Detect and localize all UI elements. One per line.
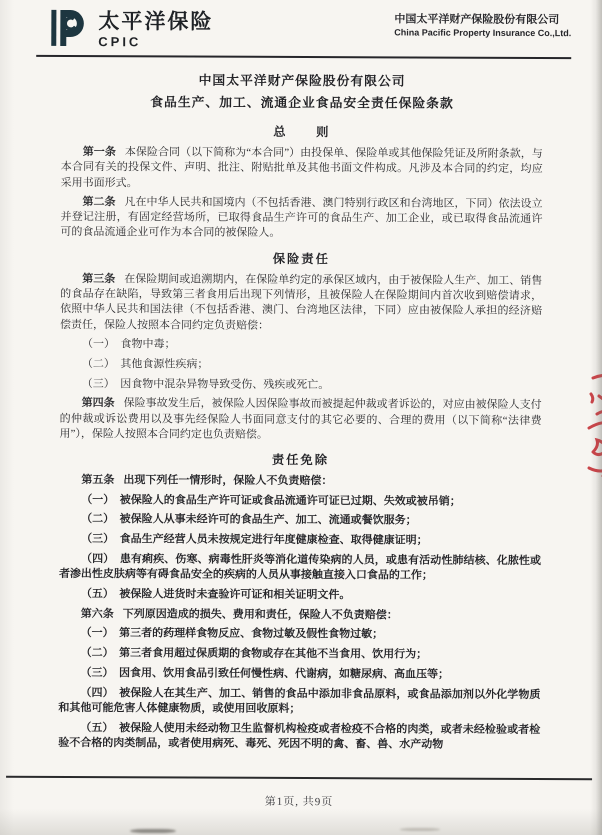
clause-5-item-3: （三） 食品生产经营人员未按规定进行年度健康检查、取得健康证明； [81, 533, 428, 547]
scan-edge-shadow [596, 0, 602, 835]
document-body [58, 61, 543, 758]
company-name-cn: 中国太平洋财产保险股份有限公司 [394, 13, 560, 27]
clause-6 [59, 607, 541, 624]
clause-3-text: 在保险期间或追溯期内，在保险单约定的承保区域内，由于被保险人生产、加工、销售的食品存在缺陷，导致第三者食用后出现下列情形，且被保险人在保险期间内首次收到赔偿请求，依照中华人民共和国法律（不包括香港、澳门、台湾地区法律，下同）应由被保险人承担的经济赔偿责任，保险人按照本合同约定负责赔偿： [60, 273, 543, 332]
brand-name-cn: 太平洋保险 [98, 10, 214, 34]
section-heading-exclusions: 责任免除 [271, 453, 330, 468]
company-name-en: China Pacific Property Insurance Co.,Ltd. [394, 27, 572, 39]
clause-5-text: 出现下列任一情形时，保险人不负责赔偿： [123, 474, 333, 488]
clause-6-item-3: （三） 因食用、饮用食品引致任何慢性病、代谢病，如糖尿病、高血压等； [80, 666, 450, 681]
clause-2 [60, 195, 542, 243]
clause-5-label: 第五条 [81, 474, 115, 487]
scan-smudge [400, 828, 440, 831]
clause-3-item-3: （三） 因食物中混杂异物导致受伤、残疾或死亡。 [81, 377, 330, 391]
page-number: 第1页, 共9页 [264, 795, 334, 809]
section-heading-liability: 保险责任 [272, 251, 330, 266]
clause-5-item-2: （二） 被保险人从事未经许可的食品生产、加工、流通或餐饮服务； [81, 513, 417, 527]
clause-1-text: 本保险合同（以下简称为“本合同”）由投保单、保险单或其他保险凭证及所附条款，与本合同有关的投保文件、声明、批注、附贴批单及其他书面文件构成。凡涉及本合同的约定，均应采用书面形式。 [60, 146, 543, 189]
clause-6-item-5: （五） 被保险人使用未经动物卫生监督机构检疫或者检疫不合格的肉类，或者未经检验或者检验不合格的肉类制品，或者使用病死、毒死、死因不明的禽、畜、兽、水产动物 [58, 721, 541, 751]
letterhead [36, 7, 571, 55]
cpic-logo-mark-icon [49, 7, 91, 49]
cpic-logo [49, 7, 213, 50]
clause-6-label: 第六条 [80, 607, 114, 621]
clause-6-text: 下列原因造成的损失、费用和责任，保险人不负责赔偿： [122, 608, 398, 622]
scan-smudge [130, 829, 176, 833]
clause-1-label: 第一条 [82, 146, 116, 159]
clause-5-item-4: （四） 患有痢疾、伤寒、病毒性肝炎等消化道传染病的人员，或患有活动性肺结核、化脓性或者渗出性皮肤病等有碍食品安全的疾病的人员从事接触直接入口食品的工作； [58, 552, 542, 582]
clause-5 [59, 473, 541, 490]
clause-3-item-2: （二） 其他食源性疾病； [81, 357, 209, 371]
clause-4-text: 保险事故发生后，被保险人因保险事故而被提起仲裁或者诉讼的，对应由被保险人支付的仲裁或诉讼费用以及事先经保险人书面同意支付的其它必要的、合理的费用（以下简称“法律费用”），保险人按照本合同约定也负责赔偿。 [59, 397, 542, 441]
company-name-block [394, 12, 571, 39]
clause-4 [60, 396, 542, 444]
clause-6-item-1: （一） 第三者的药理样食物反应、食物过敏及假性食物过敏； [80, 627, 384, 641]
clause-4-label: 第四条 [81, 397, 115, 410]
clause-2-text: 凡在中华人民共和国境内（不包括香港、澳门特别行政区和台湾地区，下同）依法设立并登记注册，有固定经营场所，已取得食品生产许可的食品生产、加工企业，或已取得食品流通许可的食品流通企业可作为本合同的被保险人。 [60, 196, 543, 240]
clause-6-item-4: （四） 被保险人在其生产、加工、销售的食品中添加非食品原料，或食品添加剂以外化学物质和其他可能危害人体健康物质，或使用回收原料； [58, 686, 541, 715]
clause-3-item-1: （一） 食物中毒； [81, 338, 176, 351]
clause-6-item-2: （二） 第三者食用超过保质期的食物或存在其他不当食用、饮用行为； [80, 646, 428, 661]
doc-title-clause: 食品生产、加工、流通企业食品安全责任保险条款 [150, 95, 454, 111]
clause-3-label: 第三条 [82, 272, 116, 285]
brand-text [98, 7, 213, 50]
brand-name-en: CPIC [98, 34, 142, 50]
header-rule [36, 55, 571, 59]
clause-2-label: 第二条 [82, 195, 116, 209]
clause-3 [60, 272, 542, 335]
doc-title-company: 中国太平洋财产保险股份有限公司 [198, 73, 406, 89]
clause-5-item-1: （一） 被保险人的食品生产许可证或食品流通许可证已过期、失效或被吊销； [81, 493, 461, 508]
clause-1 [61, 145, 543, 193]
section-heading-general: 总 则 [273, 124, 331, 140]
footer-rule [6, 776, 592, 781]
clause-5-item-5: （五） 被保险人进货时未查验许可证和相关证明文件。 [80, 588, 351, 602]
